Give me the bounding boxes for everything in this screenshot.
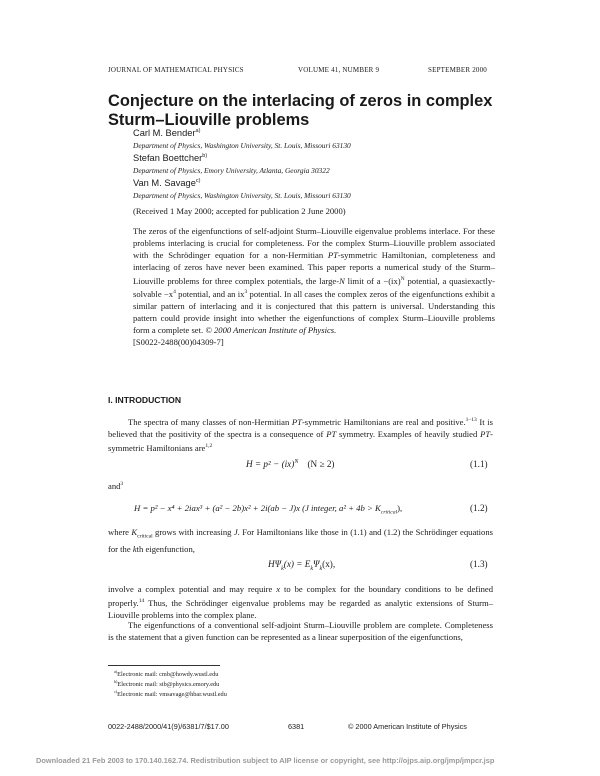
footnote: $^{a)}$Electronic mail: cmb@howdy.wustl.edu (114, 669, 219, 679)
journal-name: JOURNAL OF MATHEMATICAL PHYSICS (108, 66, 244, 74)
author-name: Carl M. Bender$^{a)}$ (133, 128, 201, 139)
footnote-divider (108, 665, 220, 666)
intro-paragraph-1: The spectra of many classes of non-Hermitian PT-symmetric Hamiltonians are real and positive.$^{1-13}$ It is believed that the positivity of the spectra is a consequence of PT symmetry. Examples of heavily studied PT-symmetric Hamiltonians are$^{1,2}$ (108, 416, 494, 453)
download-notice: Downloaded 21 Feb 2003 to 170.140.162.74. Redistribution subject to AIP license or copyright, see http://ojps.aip.org/jmp/jmpcr.jsp (36, 756, 495, 765)
footnote: $^{b)}$Electronic mail: stb@physics.emory.edu (114, 679, 220, 689)
author-name: Van M. Savage$^{c)}$ (133, 178, 201, 189)
pt-symbol: PT (327, 249, 338, 260)
issue-date: SEPTEMBER 2000 (428, 66, 488, 74)
equation-1-2: H = p² − x⁴ + 2iax³ + (a² − 2b)x² + 2i(ab − J)x (J integer, $a^2 + 4b > K_{critical}$), (134, 503, 403, 516)
intro-paragraph-4: The eigenfunctions of a conventional self-adjoint Sturm–Liouville problem are complete. Completeness is the statement that a given function can be represented as a linear superposition of the eigenfunctions, (108, 620, 493, 642)
abstract-copyright: © 2000 American Institute of Physics. (205, 324, 337, 335)
section-heading: I. INTRODUCTION (108, 395, 182, 405)
title-line-2: Sturm–Liouville problems (108, 111, 310, 129)
equation-1-3: $H\Psi_k(x) = E_k\Psi_k(x)$, (268, 559, 336, 572)
volume-number: VOLUME 41, NUMBER 9 (298, 66, 380, 74)
connector-text: and$^3$ (108, 481, 124, 491)
intro-paragraph-2: where $K_{critical}$ grows with increasing J. For Hamiltonians like those in (1.1) and (1.2) the Schrödinger equations for the kth eigenfunction, (108, 527, 493, 554)
doi-code: [S0022-2488(00)04309-7] (133, 336, 224, 347)
footer-copyright: © 2000 American Institute of Physics (348, 722, 467, 731)
abstract: The zeros of the eigenfunctions of self-adjoint Sturm–Liouville eigenvalue problems interlace. For these problems interlacing is crucial for completeness. For the complex Sturm–Liouville problem associated with the Schrödinger equation for a non-Hermitian PT-symmetric Hamiltonian, completeness and interlacing of zeros have never been examined. This paper reports a numerical study of the Sturm–Liouville problems for three complex potentials, the large-N limit of a −(ix)$^N$ potential, a quasiexactly-solvable $-x^4$ potential, and an $ix^3$ potential. In all cases the complex zeros of the eigenfunctions exhibit a similar pattern of interlacing and it is conjectured that this pattern is universal. Understanding this pattern could provide insight into whether the eigenfunctions of complex Sturm–Liouville problems form a complete set. © 2000 American Institute of Physics. [S0022-2488(00)04309-7] (133, 226, 495, 347)
author-name: Stefan Boettcher$^{b)}$ (133, 153, 208, 164)
issn-code: 0022-2488/2000/41(9)/6381/7/$17.00 (108, 722, 229, 731)
equation-number: (1.3) (470, 559, 488, 569)
equation-number: (1.1) (470, 459, 488, 469)
intro-paragraph-3: involve a complex potential and may require x to be complex for the boundary conditions to be defined properly.$^{14}$ Thus, the Schrödinger eigenvalue problems may be regarded as analytic extensions of Sturm–Liouville problems into the complex plane. (108, 584, 493, 620)
received-date: (Received 1 May 2000; accepted for publication 2 June 2000) (133, 206, 346, 216)
author-affiliation: Department of Physics, Washington University, St. Louis, Missouri 63130 (133, 191, 351, 200)
equation-number: (1.2) (470, 503, 488, 513)
author-affiliation: Department of Physics, Emory University, Atlanta, Georgia 30322 (133, 166, 330, 175)
page-number: 6381 (288, 722, 305, 731)
title-line-1: Conjecture on the interlacing of zeros in complex (108, 92, 493, 110)
author-affiliation: Department of Physics, Washington University, St. Louis, Missouri 63130 (133, 141, 351, 150)
paper-title (108, 92, 508, 130)
equation-1-1: H = p² − (ix)$^N$ (N ≥ 2) (246, 459, 335, 470)
footnote: $^{c)}$Electronic mail: vmsavage@hbar.wustl.edu (114, 689, 227, 699)
